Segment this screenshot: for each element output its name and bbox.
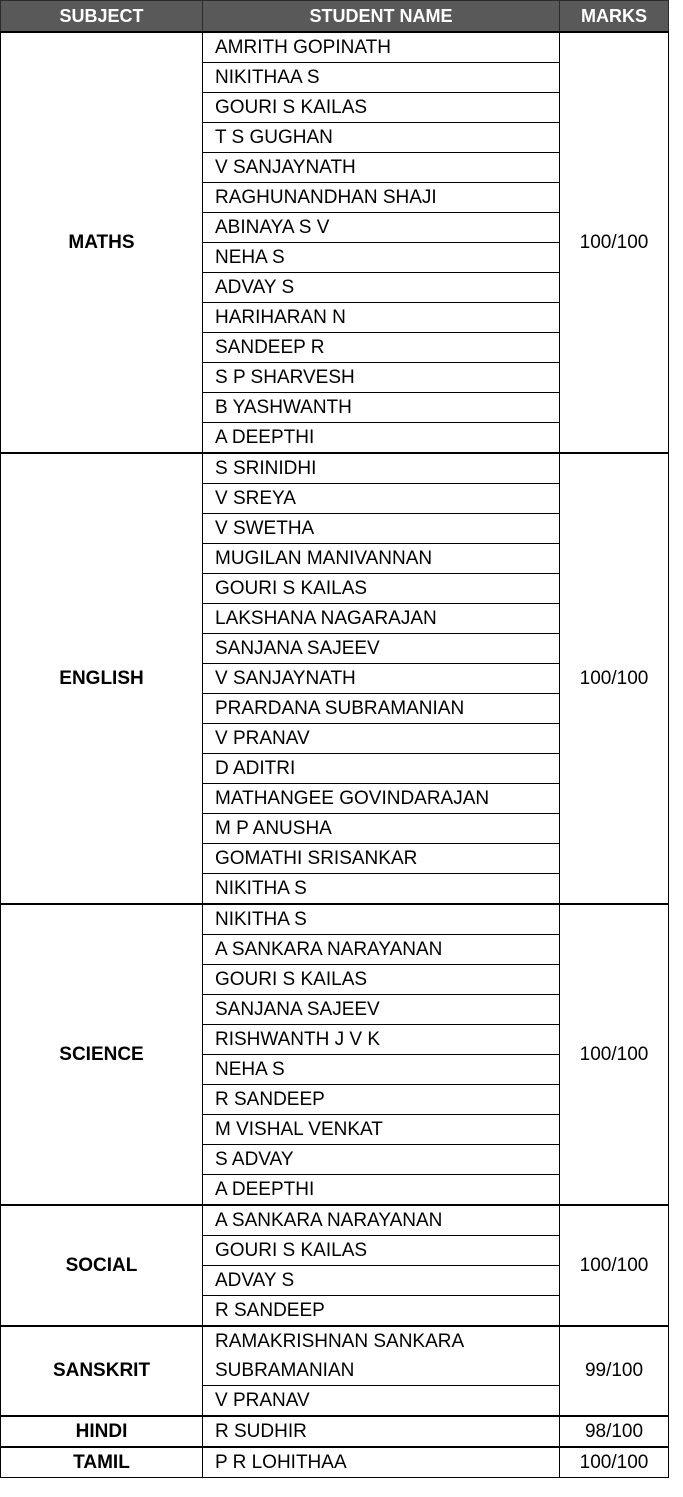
table-row	[1, 1416, 669, 1447]
student-name-cell: RISHWANTH J V K	[203, 1025, 560, 1055]
student-name-cell: MATHANGEE GOVINDARAJAN	[203, 784, 560, 814]
student-name-cell: A SANKARA NARAYANAN	[203, 1205, 560, 1236]
subject-column-header: SUBJECT	[1, 1, 203, 33]
student-name-cell: A DEEPTHI	[203, 423, 560, 454]
student-name-cell: T S GUGHAN	[203, 123, 560, 153]
student-name-cell: D ADITRI	[203, 754, 560, 784]
student-name-cell: SANJANA SAJEEV	[203, 634, 560, 664]
subject-cell: MATHS	[1, 32, 203, 453]
student-name-cell: R SUDHIR	[203, 1416, 560, 1447]
student-name-cell: S ADVAY	[203, 1145, 560, 1175]
marks-cell: 100/100	[560, 1447, 669, 1478]
student-name-column-header: STUDENT NAME	[203, 1, 560, 33]
student-name-cell: S SRINIDHI	[203, 453, 560, 484]
table-row	[1, 32, 669, 63]
student-name-cell: V SWETHA	[203, 514, 560, 544]
marks-cell: 99/100	[560, 1326, 669, 1416]
student-name-cell: ADVAY S	[203, 273, 560, 303]
student-name-cell: SANJANA SAJEEV	[203, 995, 560, 1025]
header-row	[1, 1, 669, 33]
student-name-cell: V SANJAYNATH	[203, 664, 560, 694]
student-name-cell: NIKITHA S	[203, 904, 560, 935]
subject-cell: HINDI	[1, 1416, 203, 1447]
student-name-cell: NIKITHAA S	[203, 63, 560, 93]
subject-cell: TAMIL	[1, 1447, 203, 1478]
student-name-cell: GOURI S KAILAS	[203, 1236, 560, 1266]
student-name-cell: SANDEEP R	[203, 333, 560, 363]
student-name-cell: PRARDANA SUBRAMANIAN	[203, 694, 560, 724]
student-name-cell: A SANKARA NARAYANAN	[203, 935, 560, 965]
student-name-cell: GOURI S KAILAS	[203, 574, 560, 604]
student-name-cell: HARIHARAN N	[203, 303, 560, 333]
student-name-cell: NEHA S	[203, 243, 560, 273]
table-row	[1, 453, 669, 484]
student-name-cell: V PRANAV	[203, 1386, 560, 1417]
student-name-cell: R SANDEEP	[203, 1296, 560, 1327]
student-name-cell: P R LOHITHAA	[203, 1447, 560, 1478]
student-name-cell: ADVAY S	[203, 1266, 560, 1296]
student-name-cell: R SANDEEP	[203, 1085, 560, 1115]
table-row	[1, 1447, 669, 1478]
subject-cell: SOCIAL	[1, 1205, 203, 1326]
student-name-cell: RAGHUNANDHAN SHAJI	[203, 183, 560, 213]
student-name-cell: V SREYA	[203, 484, 560, 514]
student-name-cell: NEHA S	[203, 1055, 560, 1085]
student-name-cell: S P SHARVESH	[203, 363, 560, 393]
subject-cell: SANSKRIT	[1, 1326, 203, 1416]
subject-cell: ENGLISH	[1, 453, 203, 904]
student-name-cell: LAKSHANA NAGARAJAN	[203, 604, 560, 634]
marks-cell: 100/100	[560, 453, 669, 904]
student-name-cell: GOURI S KAILAS	[203, 965, 560, 995]
student-name-cell: AMRITH GOPINATH	[203, 32, 560, 63]
table-body	[1, 32, 669, 1478]
student-name-cell: GOURI S KAILAS	[203, 93, 560, 123]
student-name-cell: GOMATHI SRISANKAR	[203, 844, 560, 874]
student-name-cell: MUGILAN MANIVANNAN	[203, 544, 560, 574]
table-row	[1, 1205, 669, 1236]
student-name-cell: M P ANUSHA	[203, 814, 560, 844]
student-name-cell: ABINAYA S V	[203, 213, 560, 243]
marks-cell: 100/100	[560, 1205, 669, 1326]
student-name-cell: RAMAKRISHNAN SANKARA SUBRAMANIAN	[203, 1326, 560, 1386]
student-name-cell: V SANJAYNATH	[203, 153, 560, 183]
student-name-cell: B YASHWANTH	[203, 393, 560, 423]
table-row	[1, 1326, 669, 1386]
subject-cell: SCIENCE	[1, 904, 203, 1205]
student-name-cell: A DEEPTHI	[203, 1175, 560, 1206]
marks-cell: 98/100	[560, 1416, 669, 1447]
table-header	[1, 1, 669, 33]
table-row	[1, 904, 669, 935]
student-name-cell: V PRANAV	[203, 724, 560, 754]
student-name-cell: NIKITHA S	[203, 874, 560, 905]
student-name-cell: M VISHAL VENKAT	[203, 1115, 560, 1145]
marks-column-header: MARKS	[560, 1, 669, 33]
marks-cell: 100/100	[560, 904, 669, 1205]
marks-cell: 100/100	[560, 32, 669, 453]
